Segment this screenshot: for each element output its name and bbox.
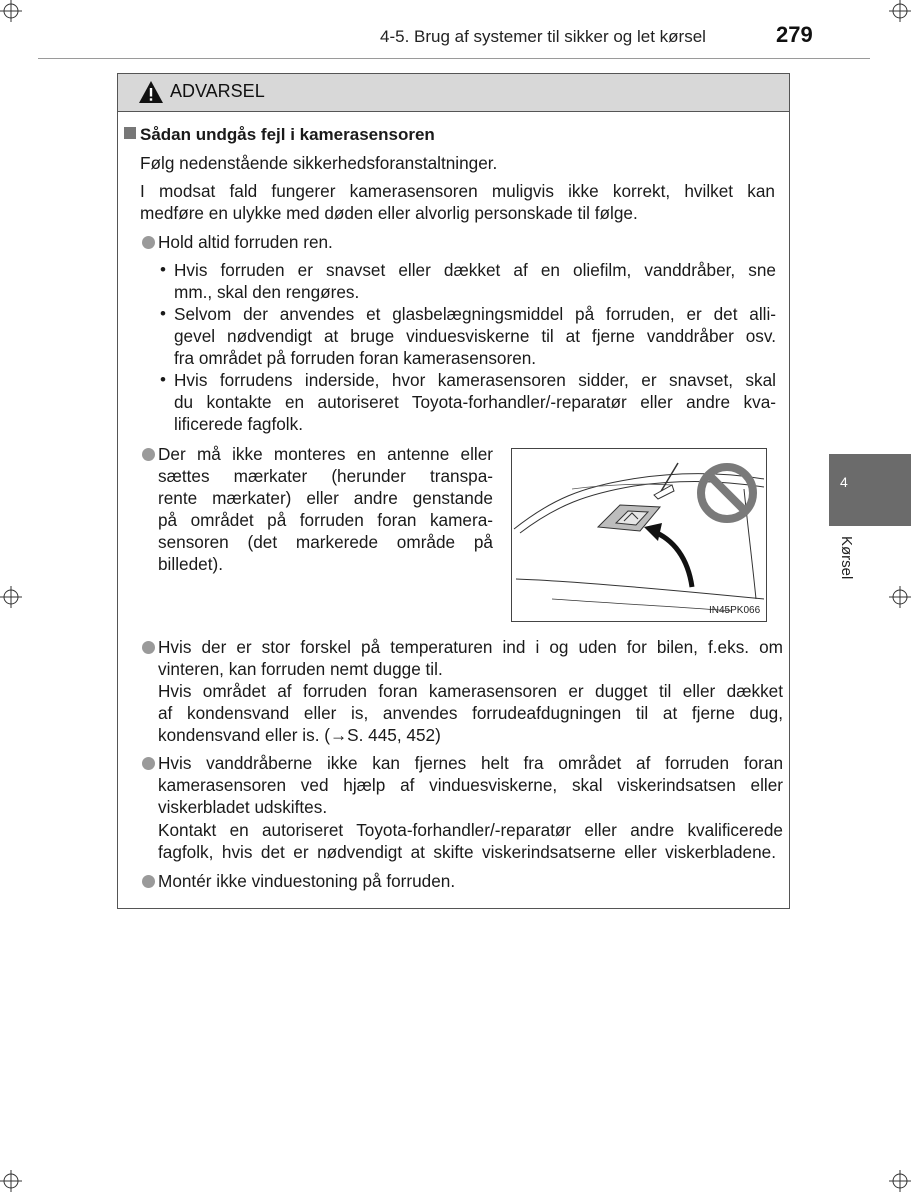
sub-bullet-marker: • — [160, 304, 166, 323]
sub-bullet-2-line-2: gevel nødvendigt at bruge vinduesviskerne til at fjerne vanddråber osv. — [174, 326, 776, 346]
bullet-2-line-6: billedet). — [158, 554, 223, 574]
crop-mark-bottom-left — [0, 1170, 22, 1192]
bullet-2-line-4: på området på forruden foran kamera- — [158, 510, 493, 530]
windshield-drawing — [512, 449, 766, 621]
sub-bullet-3-line-3: lificerede fagfolk. — [174, 414, 303, 434]
crop-mark-mid-right — [889, 586, 911, 608]
windshield-illustration — [511, 448, 767, 622]
intro-line-3: medføre en ulykke med døden eller alvorlig personskade til følge. — [140, 203, 638, 223]
section-title: Sådan undgås fejl i kamerasensoren — [140, 125, 435, 144]
crop-mark-top-left — [0, 0, 22, 22]
bullet-1-text: Hold altid forruden ren. — [158, 232, 333, 252]
intro-line-1: Følg nedenstående sikkerhedsforanstaltninger. — [140, 153, 498, 173]
bullet-dot-icon — [142, 757, 155, 770]
bullet-4-line-5: fagfolk, hvis det er nødvendigt at skifte viskerindsatserne eller viskerbladene. — [158, 842, 776, 862]
chapter-tab — [829, 454, 911, 526]
intro-line-2: I modsat fald fungerer kamerasensoren muligvis ikke korrekt, hvilket kan — [140, 181, 775, 201]
bullet-2-line-3: rente mærkater) eller andre genstande — [158, 488, 493, 508]
crop-mark-bottom-right — [889, 1170, 911, 1192]
sub-bullet-2-line-1: Selvom der anvendes et glasbelægningsmiddel på forruden, er det alli- — [174, 304, 776, 324]
sub-bullet-2-line-3: fra området på forruden foran kamerasensoren. — [174, 348, 537, 368]
bullet-4-line-2: kamerasensoren ved hjælp af vinduesviskerne, skal viskerindsatsen eller — [158, 775, 783, 795]
warning-label: ADVARSEL — [170, 81, 265, 101]
bullet-3-line-3: Hvis området af forruden foran kamerasensoren er dugget til eller dækket — [158, 681, 783, 701]
sub-bullet-3-line-2: du kontakte en autoriseret Toyota-forhandler/-reparatør eller andre kva- — [174, 392, 776, 412]
bullet-3-line-5: kondensvand eller is. (→S. 445, 452) — [158, 725, 441, 745]
sub-bullet-marker: • — [160, 260, 166, 279]
bullet-dot-icon — [142, 641, 155, 654]
sub-bullet-1-line-2: mm., skal den rengøres. — [174, 282, 360, 302]
chapter-tab-number: 4 — [840, 474, 848, 490]
warning-triangle-icon — [138, 80, 164, 109]
bullet-4-line-1: Hvis vanddråberne ikke kan fjernes helt fra området af forruden foran — [158, 753, 783, 773]
page-number: 279 — [776, 22, 813, 47]
header-rule — [38, 58, 870, 59]
crop-mark-top-right — [889, 0, 911, 22]
bullet-5-text: Montér ikke vinduestoning på forruden. — [158, 871, 456, 891]
bullet-dot-icon — [142, 236, 155, 249]
bullet-4-line-4: Kontakt en autoriseret Toyota-forhandler/-reparatør eller andre kvalificerede — [158, 820, 783, 840]
section-square-icon — [124, 127, 136, 139]
bullet-2-line-2: sættes mærkater (herunder transpa- — [158, 466, 493, 486]
sub-bullet-1-line-1: Hvis forruden er snavset eller dækket af en oliefilm, vanddråber, sne — [174, 260, 776, 280]
bullet-2-line-5: sensoren (det markerede område på — [158, 532, 493, 552]
chapter-tab-label: Kørsel — [838, 536, 855, 580]
figure-code: IN45PK066 — [709, 605, 761, 616]
bullet-2-line-1: Der må ikke monteres en antenne eller — [158, 444, 493, 464]
bullet-3-line-4: af kondensvand eller is, anvendes forrudeafdugningen til at fjerne dug, — [158, 703, 783, 723]
sub-bullet-3-line-1: Hvis forrudens inderside, hvor kamerasensoren sidder, er snavset, skal — [174, 370, 776, 390]
bullet-4-line-3: viskerbladet udskiftes. — [158, 797, 328, 817]
bullet-3-line-2: vinteren, kan forruden nemt dugge til. — [158, 659, 443, 679]
section-header: 4-5. Brug af systemer til sikker og let kørsel — [380, 27, 706, 46]
bullet-dot-icon — [142, 448, 155, 461]
bullet-3-line-1: Hvis der er stor forskel på temperaturen ind i og uden for bilen, f.eks. om — [158, 637, 783, 657]
bullet-dot-icon — [142, 875, 155, 888]
crop-mark-mid-left — [0, 586, 22, 608]
sub-bullet-marker: • — [160, 370, 166, 389]
